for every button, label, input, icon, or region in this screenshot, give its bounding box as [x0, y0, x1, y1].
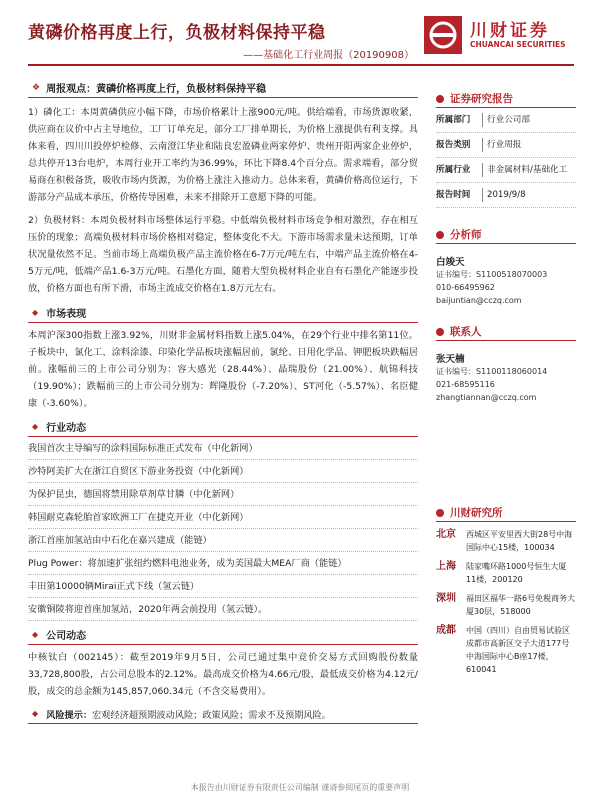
news-item: 浙江首座加氢站由中石化在嘉兴建成（能链） — [28, 529, 418, 552]
contact-email[interactable]: zhangtiannan@cczq.com — [436, 393, 537, 402]
contact-name: 张天楠 — [436, 354, 465, 365]
risk-text: 宏观经济超预期波动风险；政策风险；需求不及预期风险。 — [92, 709, 331, 721]
analyst-cert: 证书编号：S1100518070003 — [436, 270, 548, 279]
industry-heading-text: 行业动态 — [46, 423, 87, 434]
contact-cert: 证书编号：S1100118060014 — [436, 367, 548, 376]
contact-phone: 021-68595116 — [436, 380, 495, 389]
info-value: 2019/9/8 — [482, 188, 576, 202]
summary-heading-text: 周报观点：黄磷价格再度上行，负极材料保持平稳 — [46, 84, 267, 95]
diamond-icon: ❖ — [32, 82, 41, 93]
bullet-icon: ◆ — [32, 630, 39, 639]
address-text: 福田区福华一路6号免税商务大厦30层，518000 — [466, 594, 576, 616]
info-value: 非金属材料/基础化工 — [482, 163, 576, 177]
bullet-icon: ◆ — [32, 709, 39, 718]
bullet-icon: ◆ — [32, 422, 39, 431]
address-city: 成都 — [436, 625, 456, 636]
market-heading-text: 市场表现 — [46, 309, 87, 320]
institute-heading — [436, 504, 576, 522]
analyst-heading — [436, 226, 576, 244]
main-column — [28, 78, 418, 724]
news-item: Plug Power：将加速扩张纽约燃料电池业务，成为美国最大MEA厂商（能链） — [28, 552, 418, 575]
bullet-icon: ◆ — [32, 308, 39, 317]
risk-label: 风险提示： — [46, 709, 93, 721]
address-text: 陆家嘴环路1000号恒生大厦11楼，200120 — [466, 562, 567, 584]
report-header — [28, 12, 574, 66]
info-value: 行业公司部 — [482, 113, 576, 127]
info-label: 所属部门 — [436, 115, 471, 125]
report-subtitle: ——基础化工行业周报（20190908） — [243, 50, 414, 61]
address-city: 深圳 — [436, 593, 456, 604]
report-info-heading-text: 证券研究报告 — [450, 93, 513, 105]
market-heading — [28, 303, 418, 323]
info-label: 报告时间 — [436, 190, 471, 200]
analyst-heading-text: 分析师 — [450, 229, 482, 241]
news-item: 沙特阿美扩大在浙江自贸区下游业务投资（中化新网） — [28, 460, 418, 483]
address-text: 中国（四川）自由贸易试验区成都市高新区交子大道177号中海国际中心B座17楼，610041 — [466, 626, 570, 674]
company-paragraph: 中核钛白（002145）：截至2019年9月5日，公司已通过集中竞价交易方式回购股份数量33,728,800股，占公司总股本的2.12%。最高成交价格为4.66元/股，最低成交价格为4.12元/股，成交的总金额为145,857,060.34元（不含交易费用）。 — [28, 652, 418, 697]
report-title: 黄磷价格再度上行，负极材料保持平稳 — [28, 23, 326, 43]
industry-news-list — [28, 437, 418, 621]
logo-mark-icon — [424, 16, 462, 54]
info-label: 报告类别 — [436, 140, 471, 150]
address-shenzhen — [436, 592, 576, 618]
address-city: 北京 — [436, 529, 456, 540]
address-text: 西城区平安里西大街28号中海国际中心15楼，100034 — [466, 530, 573, 552]
address-shanghai — [436, 560, 576, 586]
risk-line — [28, 704, 418, 724]
circle-icon — [436, 231, 444, 239]
info-value: 行业周报 — [482, 138, 576, 152]
analyst-name: 白竣天 — [436, 257, 465, 268]
address-city: 上海 — [436, 561, 456, 572]
company-heading-text: 公司动态 — [46, 631, 87, 642]
circle-icon — [436, 509, 444, 517]
sidebar — [436, 90, 576, 682]
industry-heading — [28, 417, 418, 437]
company-heading — [28, 625, 418, 645]
news-item: 韩国耐克森轮胎首家欧洲工厂在捷克开业（中化新网） — [28, 506, 418, 529]
address-chengdu — [436, 624, 576, 676]
news-item: 我国首次主导编写的涂料国际标准正式发布（中化新网） — [28, 437, 418, 460]
institute-heading-text: 川财研究所 — [450, 507, 503, 519]
news-item: 为保护昆虫，德国将禁用除草剂草甘膦（中化新网） — [28, 483, 418, 506]
circle-icon — [436, 95, 444, 103]
info-row-department — [436, 108, 576, 133]
news-item: 安徽铜陵将迎首座加氢站，2020年两会前投用（氢云链）。 — [28, 598, 418, 621]
summary-heading — [28, 78, 418, 98]
info-row-date — [436, 183, 576, 208]
analyst-email[interactable]: baijuntian@cczq.com — [436, 296, 522, 305]
contact-heading — [436, 323, 576, 341]
info-row-category — [436, 133, 576, 158]
analyst-phone: 010-66495962 — [436, 283, 495, 292]
news-item: 丰田第10000辆Mirai正式下线（氢云链） — [28, 575, 418, 598]
report-info-heading — [436, 90, 576, 108]
page-footer: 本报告由川财证券有限责任公司编制 谨请参阅尾页的重要声明 — [190, 783, 410, 792]
company-logo — [424, 16, 574, 56]
info-row-industry — [436, 158, 576, 183]
logo-text-cn: 川财证券 — [470, 21, 550, 41]
summary-paragraph-anode: 2）负极材料：本周负极材料市场整体运行平稳。中低端负极材料市场竞争相对激烈，存在相互压价的现象；高端负极材料市场价格相对稳定，整体变化不大。下游市场需求量未达预期，订单状况量依然不足。当前市场上高端负极产品主流价格在6-7万元/吨左右，中端产品主流价格在4-5万元/吨，低端产品1.6-3万元/吨。石墨化方面，随着大型负极材料企业自有石墨化产能逐步投放，价格方面也有所下滑，市场主流成交价格在1.8万元左右。 — [28, 215, 418, 294]
logo-text-en: CHUANCAI SECURITIES — [470, 40, 566, 49]
contact-heading-text: 联系人 — [450, 326, 482, 338]
info-label: 所属行业 — [436, 165, 471, 175]
circle-icon — [436, 328, 444, 336]
market-paragraph: 本周沪深300指数上涨3.92%，川财非金属材料指数上涨5.04%，在29个行业中排名第11位。子板块中，氯化工、涂料涂漆、印染化学品板块涨幅居前，氯纶、日用化学品、钾肥板块跌幅居前。涨幅前三的上市公司分别为：容大感光（28.44%）、晶瑞股份（21.00%）、航锦科技（19.90%）；跌幅前三的上市公司分别为：辉隆股份（-7.20%）、ST河化（-5.57%）、名臣健康（-3.60%）。 — [28, 330, 418, 409]
address-beijing — [436, 528, 576, 554]
summary-paragraph-phosphorus: 1）磷化工：本周黄磷供应小幅下降，市场价格累计上涨900元/吨。供给端看，市场货源收紧，供应商在议价中占主导地位，工厂订单充足，部分工厂排单期长，为价格上涨提供有利支撑。具体来看，四川川投停炉检修、云南澄江华业和陆良宏盈磷业两家停炉、贵州开阳两家企业停炉，总共停开13台电炉，本周行业开工率约为36.99%，环比下降8.4个百分点。需求端看，部分贸易商在积极备货，吸收市场内货源，为价格上涨注入推动力。总体来看，黄磷价格高位运行，下游部分产品成本承压，价格传导困难，未来不排除开工意愿下降的可能。 — [28, 107, 418, 203]
